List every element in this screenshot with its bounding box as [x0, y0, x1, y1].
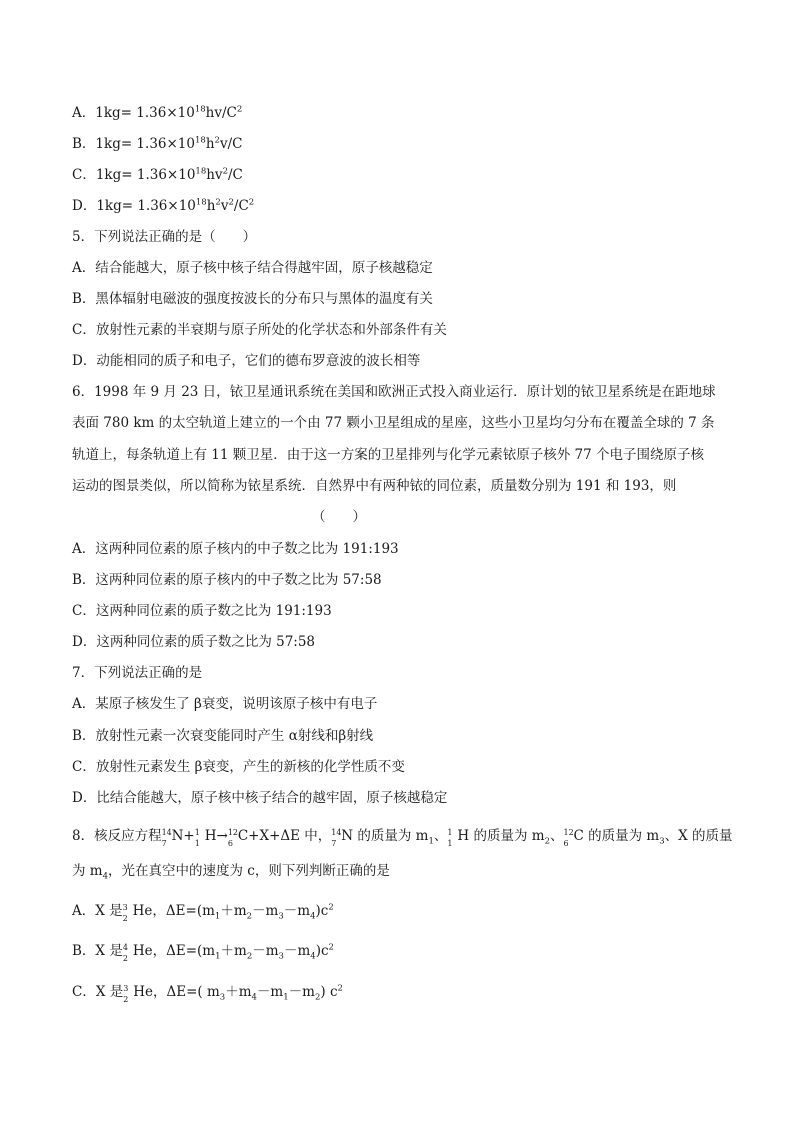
q8-stem-line-1: 8．核反应方程 14 7 N+ 1 1 H→ 12 6 C+X+ΔE 中， 14 7 N 的质量为 $m_1$、 1 1 H 的质量为 $m_2$、 12 6 C 的质量为 $m_3$、X 的质量: [72, 828, 733, 848]
q7-stem: 7．下列说法正确的是: [72, 665, 203, 681]
q5-option-d: D．动能相同的质子和电子，它们的德布罗意波的波长相等: [72, 353, 421, 369]
q7-option-b: B．放射性元素一次衰变能同时产生 α射线和β射线: [72, 728, 374, 744]
q6-option-d: D．这两种同位素的质子数之比为 57:58: [72, 634, 316, 650]
q4-option-c: C．$1kg= 1.36\times 10^{18}hv^2/C$: [72, 166, 243, 183]
q5-option-b: B．黑体辐射电磁波的强度按波长的分布只与黑体的温度有关: [72, 291, 433, 307]
isotope-nitrogen-2: 14 7: [331, 828, 342, 848]
q6-stem-line-4: 运动的图景类似，所以简称为铱星系统．自然界中有两种铱的同位素，质量数分别为 191 和 193，则: [72, 478, 677, 494]
q6-option-b: B．这两种同位素的原子核内的中子数之比为 57:58: [72, 572, 382, 588]
q4-option-a: A．$1kg= 1.36\times 10^{18}hv/C^2$: [72, 104, 243, 121]
q8-stem-line-2: 为 $m_4$，光在真空中的速度为 c，则下列判断正确的是: [72, 863, 390, 882]
q6-stem-line-2: 表面 780 km 的太空轨道上建立的一个由 77 颗小卫星组成的星座，这些小卫星均匀分布在覆盖全球的 7 条: [72, 415, 715, 431]
q4-option-d: D．$1kg= 1.36\times 10^{18}h^2v^2/C^2$: [72, 197, 255, 214]
q7-option-d: D．比结合能越大，原子核中核子结合的越牢固，原子核越稳定: [72, 790, 448, 806]
q5-stem: 5．下列说法正确的是（ ）: [72, 229, 257, 245]
q6-option-c: C．这两种同位素的质子数之比为 191:193: [72, 603, 332, 619]
isotope-carbon-2: 12 6: [563, 828, 574, 848]
q4-option-b: B．$1kg= 1.36\times 10^{18}h^2v/C$: [72, 135, 243, 152]
isotope-carbon: 12 6: [227, 828, 238, 848]
q6-answer-bracket: （ ）: [312, 509, 366, 525]
q6-stem-line-1: 6．1998 年 9 月 23 日，铱卫星通讯系统在美国和欧洲正式投入商业运行．原计划的铱卫星系统是在距地球: [72, 384, 716, 400]
q6-option-a: A．这两种同位素的原子核内的中子数之比为 191:193: [72, 541, 399, 557]
q8-option-b: B．X 是 4 2 He，$\Delta E=(m_1+m_2-m_3-m_4)c^2$: [72, 942, 334, 963]
q8-option-a: A．X 是 3 2 He，$\Delta E=(m_1+m_2-m_3-m_4)c^2$: [72, 902, 334, 923]
q5-option-a: A．结合能越大，原子核中核子结合得越牢固，原子核越稳定: [72, 260, 433, 276]
q6-stem-line-3: 轨道上，每条轨道上有 11 颗卫星．由于这一方案的卫星排列与化学元素铱原子核外 77 个电子围绕原子核: [72, 447, 705, 463]
isotope-helium: 3 2: [122, 903, 128, 923]
isotope-hydrogen-2: 1 1: [447, 828, 453, 848]
isotope-nitrogen: 14 7: [161, 828, 172, 848]
q8-option-c: C．X 是 3 2 He，ΔE=( $m_3+m_4-m_1-m_2$) $c^2$: [72, 983, 343, 1004]
q7-option-c: C．放射性元素发生 β衰变，产生的新核的化学性质不变: [72, 759, 405, 775]
isotope-helium: 4 2: [122, 943, 128, 963]
isotope-hydrogen: 1 1: [194, 828, 200, 848]
q7-option-a: A．某原子核发生了 β衰变，说明该原子核中有电子: [72, 696, 378, 712]
isotope-helium: 3 2: [123, 984, 129, 1004]
q5-option-c: C．放射性元素的半衰期与原子所处的化学状态和外部条件有关: [72, 322, 447, 338]
